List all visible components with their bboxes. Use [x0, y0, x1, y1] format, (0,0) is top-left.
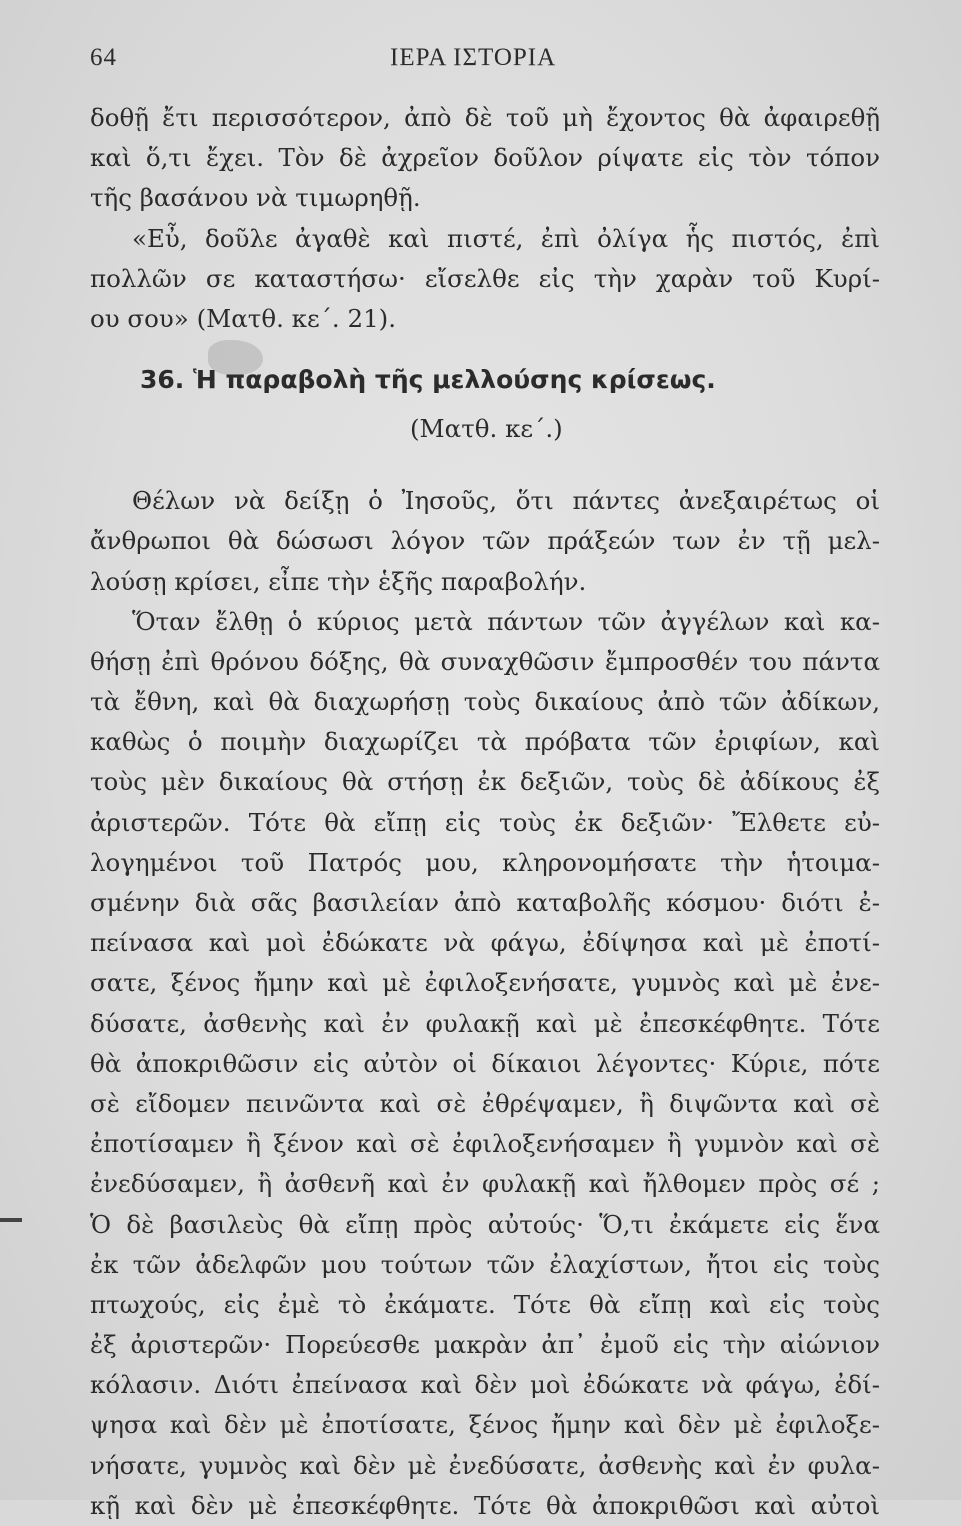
section-heading: 36. Ἡ παραβολὴ τῆς μελλούσης κρίσεως.: [140, 365, 716, 395]
text-line: πολλῶν σε καταστήσω· εἴσελθε εἰς τὴν χαρὰν τοῦ Κυρί-: [90, 263, 880, 293]
text-line: ἐξ ἀριστερῶν· Πορεύεσθε μακρὰν ἀπ᾽ ἐμοῦ εἰς τὴν αἰώνιον: [90, 1330, 880, 1360]
text-line: καὶ ὅ,τι ἔχει. Τὸν δὲ ἀχρεῖον δοῦλον ρίψατε εἰς τὸν τόπον: [90, 143, 880, 173]
text-line: Ὅταν ἔλθῃ ὁ κύριος μετὰ πάντων τῶν ἀγγέλων καὶ κα-: [132, 606, 880, 636]
text-line: «Εὖ, δοῦλε ἀγαθὲ καὶ πιστέ, ἐπὶ ὀλίγα ἧς πιστός, ἐπὶ: [132, 223, 880, 253]
text-line: ου σου» (Ματθ. κε΄. 21).: [90, 303, 396, 333]
text-line: λούσῃ κρίσει, εἶπε τὴν ἑξῆς παραβολήν.: [90, 566, 587, 596]
margin-mark: [0, 1218, 22, 1222]
text-line: πτωχούς, εἰς ἐμὲ τὸ ἐκάματε. Τότε θὰ εἴπῃ καὶ εἰς τοὺς: [90, 1289, 880, 1319]
text-line: καθὼς ὁ ποιμὴν διαχωρίζει τὰ πρόβατα τῶν ἐριφίων, καὶ: [90, 727, 880, 757]
text-line: ἄνθρωποι θὰ δώσωσι λόγον τῶν πράξεών των ἐν τῇ μελ-: [90, 526, 880, 556]
text-line: σατε, ξένος ἤμην καὶ μὲ ἐφιλοξενήσατε, γυμνὸς καὶ μὲ ἐνε-: [90, 968, 880, 998]
text-line: Ὁ δὲ βασιλεὺς θὰ εἴπῃ πρὸς αὐτούς· Ὅ,τι ἐκάμετε εἰς ἕνα: [90, 1209, 880, 1239]
text-line: ἀριστερῶν. Τότε θὰ εἴπῃ εἰς τοὺς ἐκ δεξιῶν· Ἔλθετε εὐ-: [90, 807, 880, 837]
text-line: τὰ ἔθνη, καὶ θὰ διαχωρήσῃ τοὺς δικαίους ἀπὸ τῶν ἀδίκων,: [90, 687, 880, 717]
text-line: τοὺς μὲν δικαίους θὰ στήσῃ ἐκ δεξιῶν, τοὺς δὲ ἀδίκους ἐξ: [90, 767, 880, 797]
text-line: πείνασα καὶ μοὶ ἐδώκατε νὰ φάγω, ἐδίψησα καὶ μὲ ἐποτί-: [90, 928, 880, 958]
text-line: Θέλων νὰ δείξῃ ὁ Ἰησοῦς, ὅτι πάντες ἀνεξαιρέτως οἱ: [132, 486, 880, 516]
running-title: ΙΕΡΑ ΙΣΤΟΡΙΑ: [390, 44, 557, 71]
text-line: ἐνεδύσαμεν, ἢ ἀσθενῆ καὶ ἐν φυλακῇ καὶ ἤλθομεν πρὸς σέ ;: [90, 1169, 880, 1199]
text-line: θὰ ἀποκριθῶσιν εἰς αὐτὸν οἱ δίκαιοι λέγοντες· Κύριε, πότε: [90, 1048, 880, 1078]
text-line: δύσατε, ἀσθενὴς καὶ ἐν φυλακῇ καὶ μὲ ἐπεσκέφθητε. Τότε: [90, 1008, 880, 1038]
text-line: δοθῇ ἔτι περισσότερον, ἀπὸ δὲ τοῦ μὴ ἔχοντος θὰ ἀφαιρεθῇ: [90, 103, 880, 132]
text-line: κόλασιν. Διότι ἐπείνασα καὶ δὲν μοὶ ἐδώκατε νὰ φάγω, ἐδί-: [90, 1370, 880, 1400]
section-reference: (Ματθ. κε΄.): [410, 414, 563, 444]
text-line: τῆς βασάνου νὰ τιμωρηθῇ.: [90, 183, 421, 213]
page-body: [90, 98, 880, 1526]
text-line: θήσῃ ἐπὶ θρόνου δόξης, θὰ συναχθῶσιν ἔμπροσθέν του πάντα: [90, 646, 880, 676]
text-line: λογημένοι τοῦ Πατρός μου, κληρονομήσατε τὴν ἡτοιμα-: [90, 847, 880, 877]
text-line: νήσατε, γυμνὸς καὶ δὲν μὲ ἐνεδύσατε, ἀσθενὴς καὶ ἐν φυλα-: [90, 1450, 880, 1480]
text-line: σὲ εἴδομεν πεινῶντα καὶ σὲ ἐθρέψαμεν, ἢ διψῶντα καὶ σὲ: [90, 1088, 880, 1118]
page-number: 64: [90, 44, 117, 71]
page-header: [90, 44, 870, 84]
text-line: σμένην διὰ σᾶς βασιλείαν ἀπὸ καταβολῆς κόσμου· διότι ἐ-: [90, 888, 880, 917]
text-line: ἐκ τῶν ἀδελφῶν μου τούτων τῶν ἐλαχίστων, ἤτοι εἰς τοὺς: [90, 1249, 880, 1279]
text-line: ψησα καὶ δὲν μὲ ἐποτίσατε, ξένος ἤμην καὶ δὲν μὲ ἐφιλοξε-: [90, 1410, 880, 1440]
text-line: ἐποτίσαμεν ἢ ξένον καὶ σὲ ἐφιλοξενήσαμεν ἢ γυμνὸν καὶ σὲ: [90, 1129, 880, 1159]
text-line: κῇ καὶ δὲν μὲ ἐπεσκέφθητε. Τότε θὰ ἀποκριθῶσι καὶ αὐτοὶ: [90, 1490, 880, 1520]
